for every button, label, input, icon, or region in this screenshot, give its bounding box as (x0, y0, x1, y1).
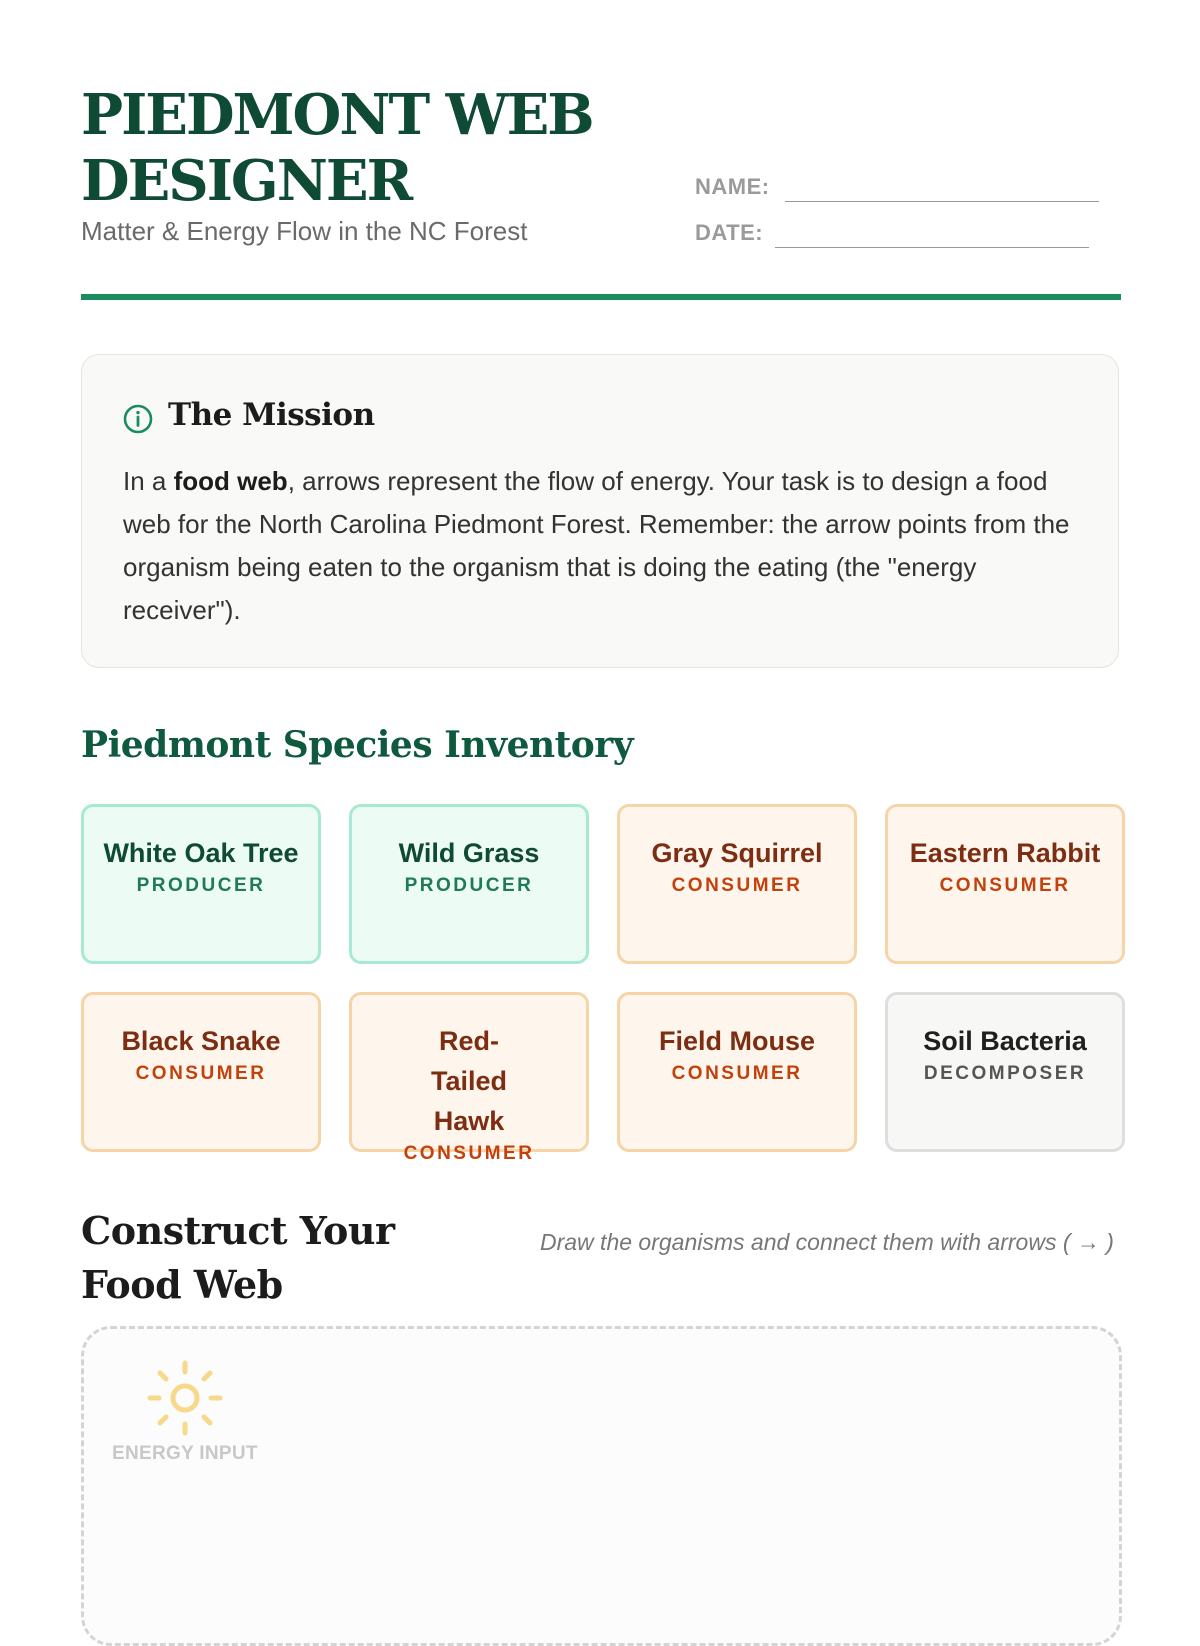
name-label: NAME: (695, 174, 770, 199)
species-card-red-tailed-hawk (349, 992, 589, 1164)
species-name: Gray Squirrel (651, 838, 823, 868)
species-card-soil-bacteria (885, 992, 1125, 1152)
date-label: DATE: (695, 220, 764, 245)
species-card-eastern-rabbit (885, 804, 1125, 964)
species-name: Soil Bacteria (923, 1026, 1087, 1056)
species-role: CONSUMER (403, 1143, 535, 1164)
mission-text-prefix: In a (123, 466, 174, 496)
worksheet-header (81, 82, 1121, 302)
mission-panel (81, 354, 1119, 668)
species-role: PRODUCER (136, 875, 266, 896)
species-name: Eastern Rabbit (909, 838, 1101, 868)
species-name: White Oak Tree (103, 838, 299, 868)
species-role: DECOMPOSER (923, 1063, 1087, 1084)
construct-hint: Draw the organisms and connect them with arrows ( → ) (540, 1229, 1114, 1255)
info-icon (122, 403, 154, 435)
species-role: CONSUMER (671, 1063, 803, 1084)
mission-title: The Mission (168, 397, 375, 433)
species-name: Field Mouse (658, 1026, 815, 1056)
species-card-black-snake (81, 992, 321, 1152)
construct-title: Construct Your Food Web (81, 1208, 395, 1307)
food-web-drawing-area[interactable] (81, 1326, 1122, 1646)
mission-text (123, 460, 1083, 632)
species-card-white-oak-tree (81, 804, 321, 964)
date-field[interactable] (775, 247, 1089, 248)
inventory-title: Piedmont Species Inventory (81, 724, 634, 766)
species-role: PRODUCER (404, 875, 534, 896)
name-row (695, 174, 1121, 220)
page-subtitle: Matter & Energy Flow in the NC Forest (81, 216, 528, 246)
species-role: CONSUMER (135, 1063, 267, 1084)
student-info (695, 174, 1121, 266)
sun-icon (146, 1359, 224, 1437)
species-name: Black Snake (121, 1026, 281, 1056)
name-field[interactable] (785, 201, 1099, 202)
species-card-wild-grass (349, 804, 589, 964)
mission-text-bold: food web (173, 466, 288, 496)
species-role: CONSUMER (671, 875, 803, 896)
species-card-gray-squirrel (617, 804, 857, 964)
header-divider (81, 294, 1121, 300)
species-role: CONSUMER (939, 875, 1071, 896)
species-name: Red-Tailed Hawk (430, 1026, 508, 1136)
page-title: PIEDMONT WEB DESIGNER (81, 82, 593, 214)
species-name: Wild Grass (398, 838, 540, 868)
species-card-field-mouse (617, 992, 857, 1152)
date-row (695, 220, 1121, 266)
energy-input-label: ENERGY INPUT (112, 1443, 258, 1464)
mission-text-rest: , arrows represent the flow of energy. Your task is to design a food web for the North Carolina Piedmont Forest. Remember: the arrow points from the organism being eaten to the organism that is doing the eating (the "energy receiver"). (123, 466, 1070, 625)
